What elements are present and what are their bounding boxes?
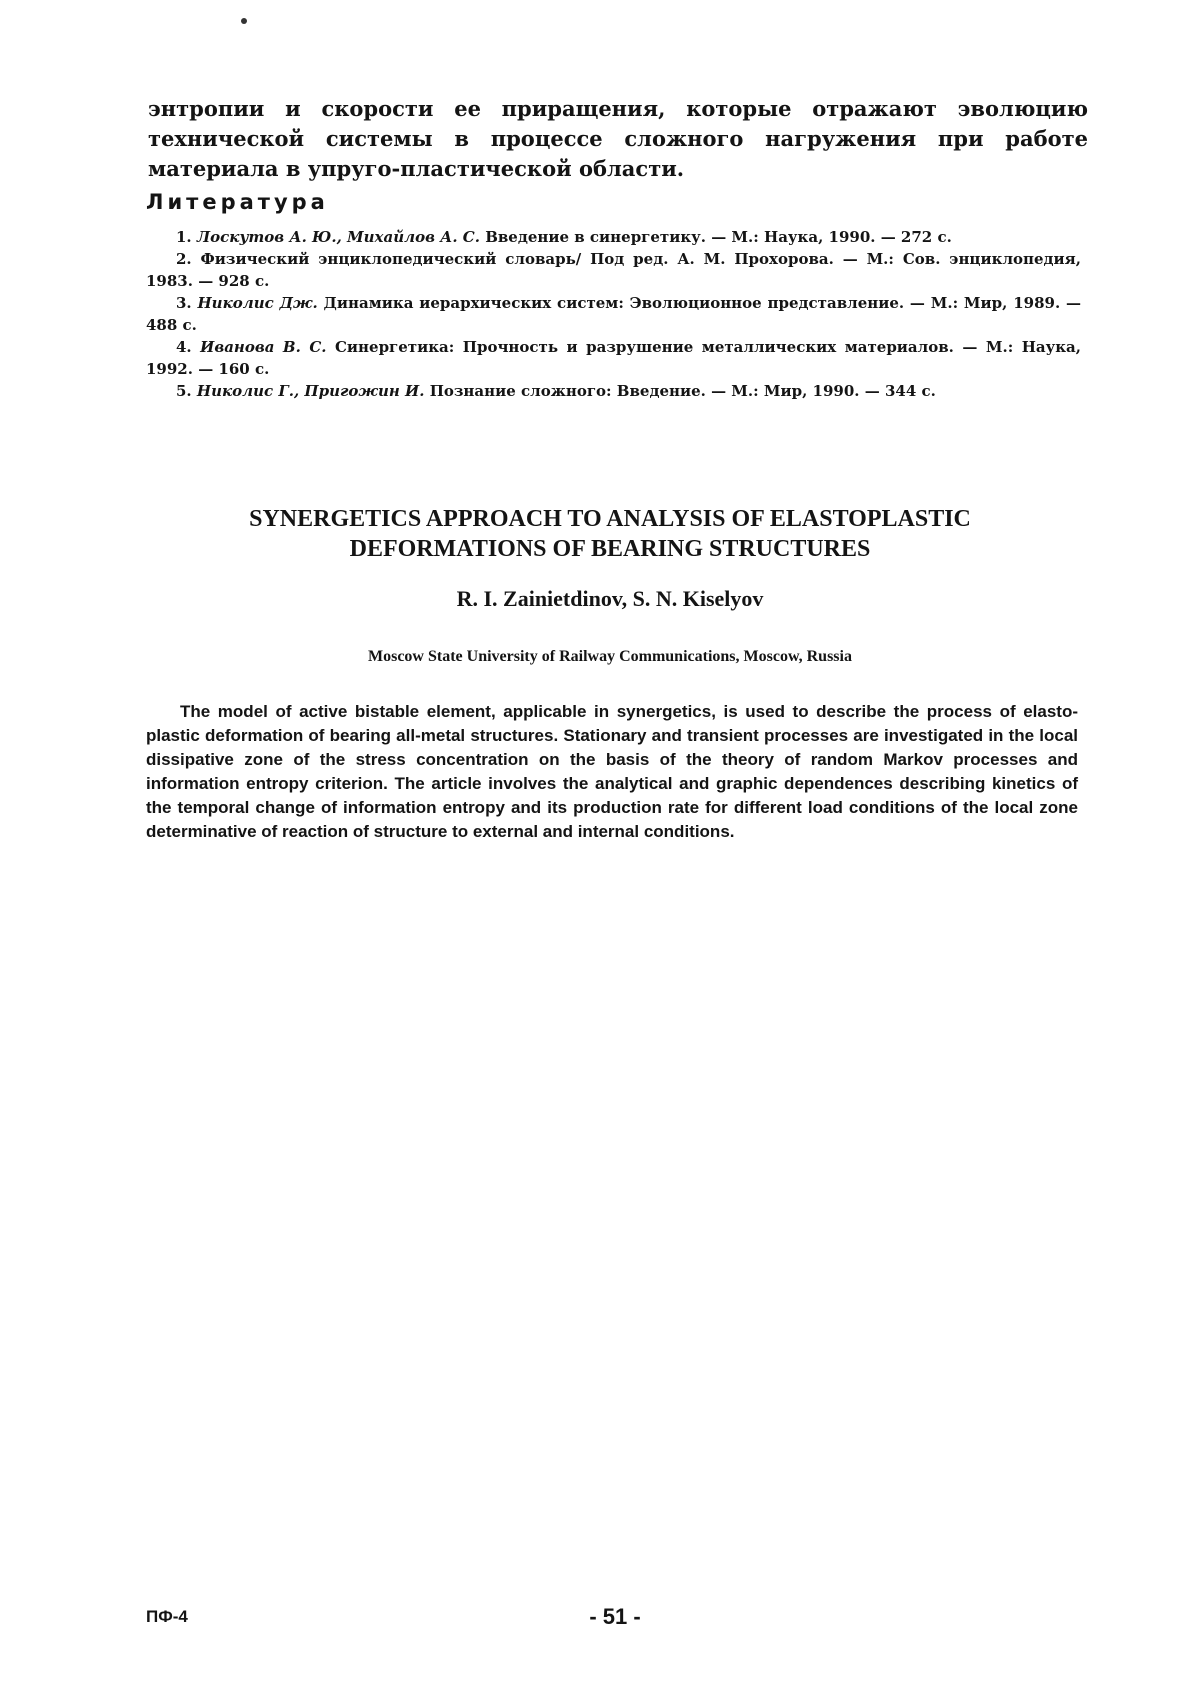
reference-item xyxy=(146,336,1081,380)
reference-text: Физический энциклопедический словарь/ Под ред. А. М. Прохорова. — М.: Сов. энциклопедия, 1983. — 928 с. xyxy=(146,250,1081,290)
reference-authors: Лоскутов А. Ю., Михайлов А. С. xyxy=(196,228,480,246)
article-authors: R. I. Zainietdinov, S. N. Kiselyov xyxy=(456,586,764,611)
reference-authors: Иванова В. С. xyxy=(200,338,327,356)
reference-text: Динамика иерархических систем: Эволюционное представление. — М.: Мир, 1989. — 488 с. xyxy=(146,294,1081,334)
intro-paragraph: энтропии и скорости ее приращения, которые отражают эволюцию технической системы в процессе сложного нагружения при работе материала в упруго-пластической области. xyxy=(148,96,1088,181)
scan-speck xyxy=(241,18,247,24)
reference-text: Введение в синергетику. — М.: Наука, 1990. — 272 с. xyxy=(479,228,952,246)
footer-code: ПФ-4 xyxy=(146,1607,188,1626)
reference-item xyxy=(146,380,1081,402)
reference-list xyxy=(146,226,1081,402)
article-abstract: The model of active bistable element, applicable in synergetics, is used to describe the process of elasto-plastic deformation of bearing all-metal structures. Stationary and transient processes are investigated in the local dissipative zone of the stress concentration on the basis of the theory of random Markov processes and information entropy criterion. The article involves the analytical and graphic dependences describing kinetics of the temporal change of information entropy and its production rate for different load conditions of the local zone determinative of reaction of structure to external and internal conditions. xyxy=(146,702,1078,841)
reference-authors: Николис Дж. xyxy=(197,294,318,312)
article-title xyxy=(150,504,1070,564)
reference-number: 2. xyxy=(176,250,192,268)
reference-item xyxy=(146,226,1081,248)
reference-item xyxy=(146,292,1081,336)
literature-heading: Литература xyxy=(146,190,329,214)
page-number: - 51 - xyxy=(589,1604,641,1629)
article-affiliation: Moscow State University of Railway Communications, Moscow, Russia xyxy=(368,648,852,665)
reference-authors: Николис Г., Пригожин И. xyxy=(196,382,425,400)
reference-item xyxy=(146,248,1081,292)
reference-number: 5. xyxy=(176,382,192,400)
article-title-line-2: DEFORMATIONS OF BEARING STRUCTURES xyxy=(349,536,871,562)
reference-text: Синергетика: Прочность и разрушение металлических материалов. — М.: Наука, 1992. — 160 с. xyxy=(146,338,1081,378)
reference-text: Познание сложного: Введение. — М.: Мир, 1990. — 344 с. xyxy=(424,382,936,400)
article-title-line-1: SYNERGETICS APPROACH TO ANALYSIS OF ELASTOPLASTIC xyxy=(249,506,971,532)
reference-number: 1. xyxy=(176,228,192,246)
reference-number: 3. xyxy=(176,294,192,312)
reference-number: 4. xyxy=(176,338,192,356)
